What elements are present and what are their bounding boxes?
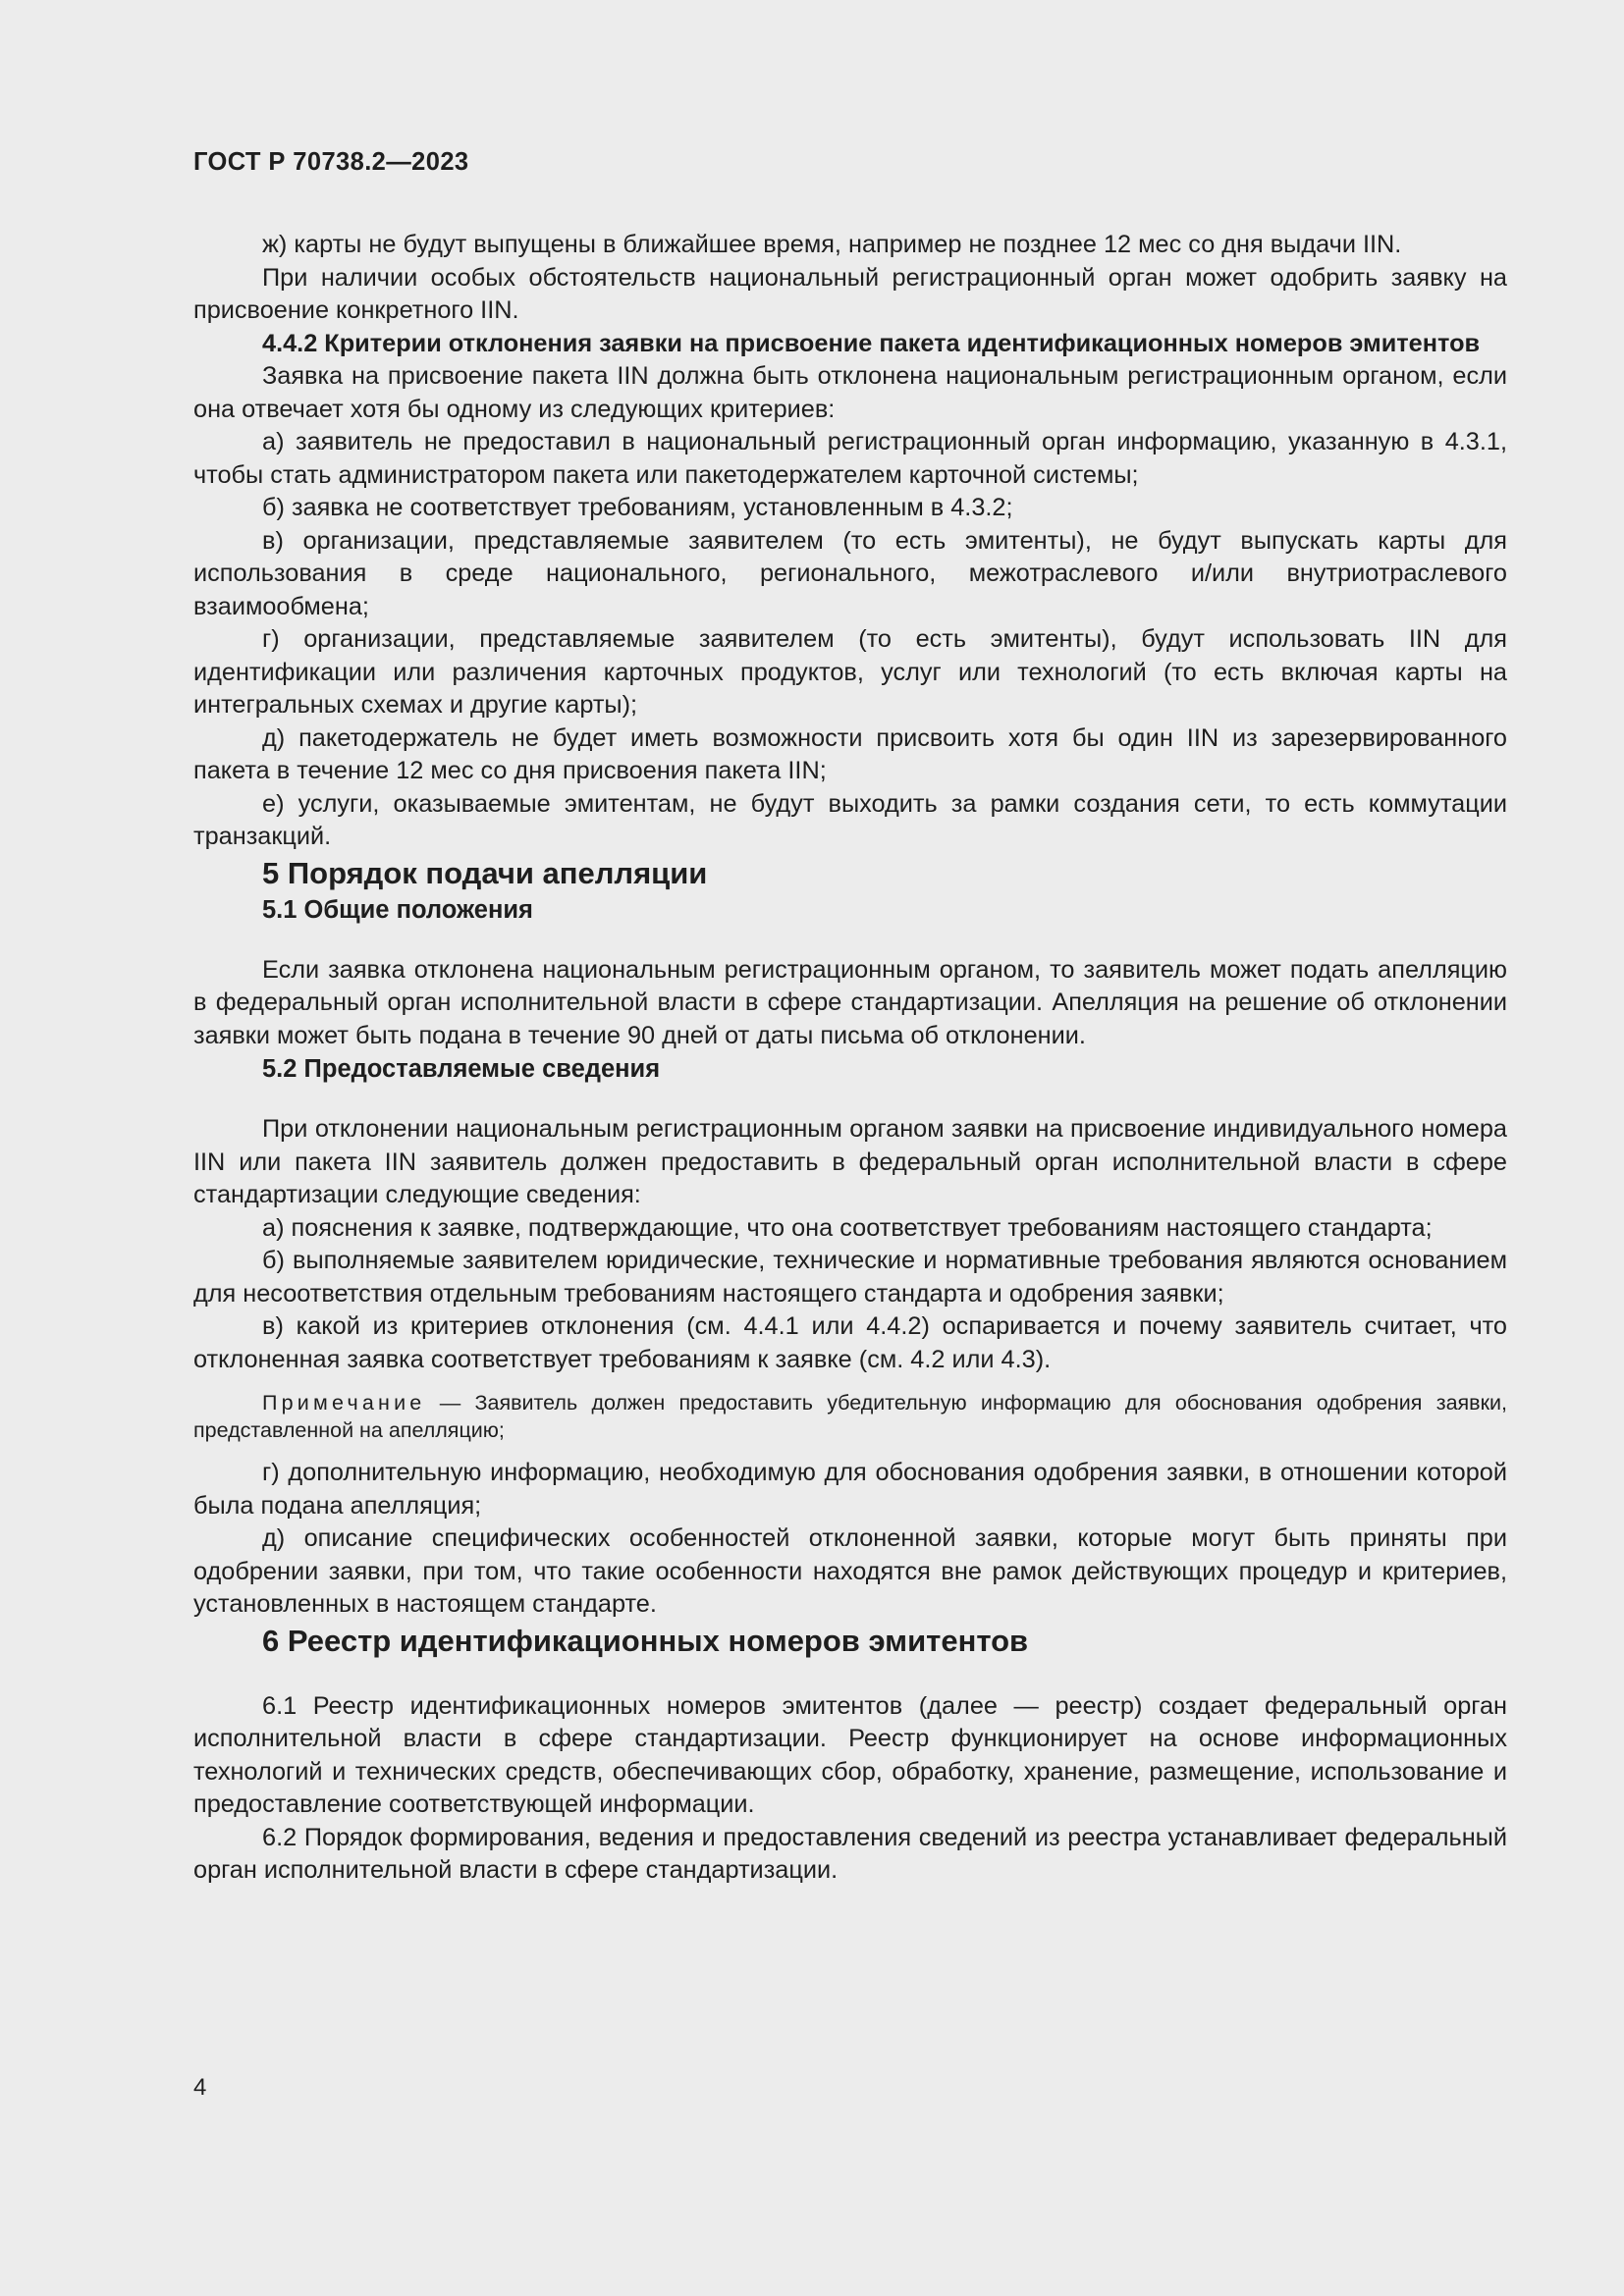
note [193,1389,1507,1444]
list-item: б) заявка не соответствует требованиям, установленным в 4.3.2; [262,494,1013,521]
list-item: в) какой из критериев отклонения (см. 4.4.1 или 4.4.2) оспаривается и почему заявитель считает, что отклоненная заявка соответствует требованиям к заявке (см. 4.2 или 4.3). [193,1312,1507,1373]
paragraph: При отклонении национальным регистрационным органом заявки на присвоение индивидуального номера IIN или пакета IIN заявитель должен предоставить в федеральный орган исполнительной власти в сфере стандартизации следующие сведения: [193,1115,1507,1208]
paragraph: Заявка на присвоение пакета IIN должна быть отклонена национальным регистрационным органом, если она отвечает хотя бы одному из следующих критериев: [193,362,1507,423]
subsection-title-5-1: 5.1 Общие положения [262,895,533,924]
paragraph: Если заявка отклонена национальным регистрационным органом, то заявитель может подать апелляцию в федеральный орган исполнительной власти в сфере стандартизации. Апелляция на решение об отклонении заявки может быть подана в течение 90 дней от даты письма об отклонении. [193,955,1507,1049]
page-number: 4 [193,2074,207,2101]
list-item: д) описание специфических особенностей отклоненной заявки, которые могут быть приняты при одобрении заявки, при том, что такие особенности находятся вне рамок действующих процедур и критериев, установленных в настоящем стандарте. [193,1524,1507,1618]
list-item: б) выполняемые заявителем юридические, технические и нормативные требования являются основанием для несоответствия отдельным требованиям настоящего стандарта и одобрения заявки; [193,1247,1507,1308]
document-header: ГОСТ Р 70738.2—2023 [193,148,469,176]
item-zh: ж) карты не будут выпущены в ближайшее время, например не позднее 12 мес со дня выдачи IIN. [262,231,1402,258]
list-item: д) пакетодержатель не будет иметь возможности присвоить хотя бы один IIN из зарезервированного пакета в течение 12 мес со дня присвоения пакета IIN; [193,723,1507,784]
list-item: е) услуги, оказываемые эмитентам, не будут выходить за рамки создания сети, то есть коммутации транзакций. [193,789,1507,850]
list-item: г) дополнительную информацию, необходимую для обоснования одобрения заявки, в отношении которой была подана апелляция; [193,1459,1507,1520]
list-item: а) пояснения к заявке, подтверждающие, что она соответствует требованиям настоящего стандарта; [262,1213,1433,1242]
paragraph-6-2: 6.2 Порядок формирования, ведения и предоставления сведений из реестра устанавливает федеральный орган исполнительной власти в сфере стандартизации. [193,1823,1507,1884]
list-item: г) организации, представляемые заявителем (то есть эмитенты), будут использовать IIN для идентификации или различения карточных продуктов, услуг или технологий (то есть включая карты на интегральных схемах и другие карты); [193,625,1507,719]
list-item: в) организации, представляемые заявителем (то есть эмитенты), не будут выпускать карты для использования в среде национального, регионального, межотраслевого и/или внутриотраслевого взаимообмена; [193,526,1507,620]
paragraph-6-1: 6.1 Реестр идентификационных номеров эмитентов (далее — реестр) создает федеральный орган исполнительной власти в сфере стандартизации. Реестр функционирует на основе информационных технологий и технических средств, обеспечивающих сбор, обработку, хранение, размещение, использование и предоставление соответствующей информации. [193,1691,1507,1818]
subsection-title-5-2: 5.2 Предоставляемые сведения [262,1055,661,1083]
section-title-5: 5 Порядок подачи апелляции [262,855,708,890]
paragraph: При наличии особых обстоятельств национальный регистрационный орган может одобрить заявку на присвоение конкретного IIN. [193,263,1507,324]
note-text: — Заявитель должен предоставить убедительную информацию для обоснования одобрения заявки, представленной на апелляцию; [193,1391,1507,1442]
page-body [193,145,1507,1888]
note-label: Примечание [262,1391,426,1415]
subsection-title-4-4-2: 4.4.2 Критерии отклонения заявки на присвоение пакета идентификационных номеров эмитентов [262,329,1481,357]
section-title-6: 6 Реестр идентификационных номеров эмитентов [262,1623,1029,1658]
list-item: а) заявитель не предоставил в национальный регистрационный орган информацию, указанную в 4.3.1, чтобы стать администратором пакета или пакетодержателем карточной системы; [193,428,1507,489]
